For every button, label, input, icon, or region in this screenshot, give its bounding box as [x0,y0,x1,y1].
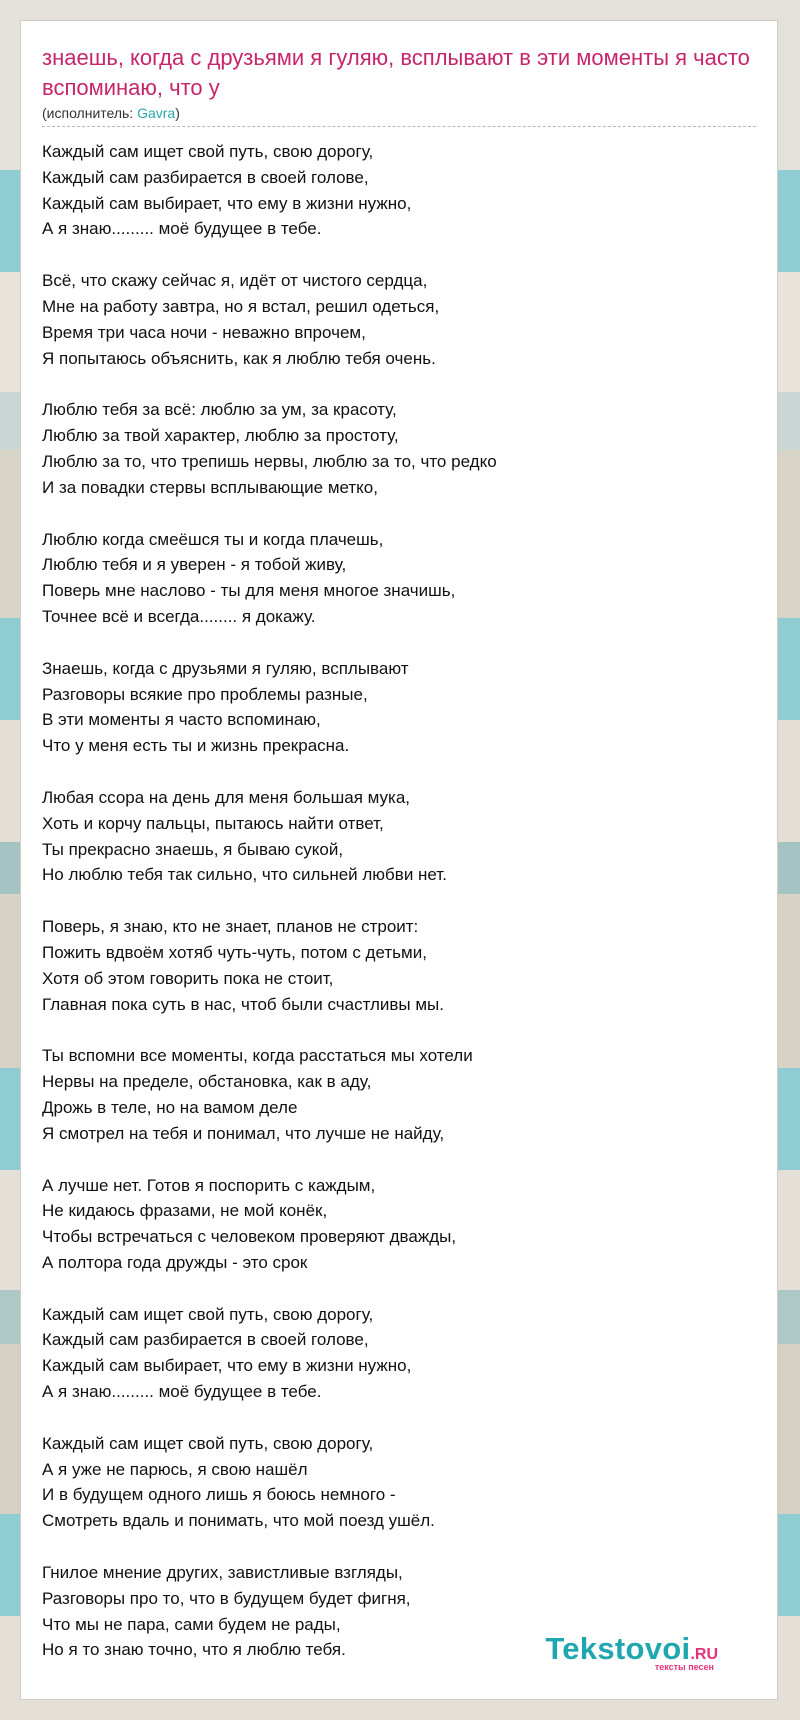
lyrics-stanza [42,1173,756,1276]
logo-wordmark: Tekstovoi [545,1631,691,1666]
lyrics-stanza [42,527,756,630]
lyrics-line: А я знаю......... моё будущее в тебе. [42,219,322,239]
lyrics-line: Я попытаюсь объяснить, как я люблю тебя очень. [42,348,436,368]
lyrics-stanza [42,1043,756,1146]
lyrics-line: Чтобы встречаться с человеком проверяют дважды, [42,1227,457,1247]
lyrics-line: Каждый сам ищет свой путь, свою дорогу, [42,1433,374,1453]
lyrics-line: Не кидаюсь фразами, не мой конёк, [42,1201,328,1221]
lyrics-line: Что мы не пара, сами будем не рады, [42,1614,341,1634]
lyrics-line: Люблю когда смеёшся ты и когда плачешь, [42,529,384,549]
lyrics-line: Люблю за то, что трепишь нервы, люблю за то, что редко [42,451,497,471]
performer-prefix: (исполнитель: [42,105,138,121]
lyrics-stanza [42,139,756,242]
lyrics-line: Я смотрел на тебя и понимал, что лучше не найду, [42,1123,445,1143]
lyrics-line: Точнее всё и всегда........ я докажу. [42,606,316,626]
lyrics-line: Каждый сам разбирается в своей голове, [42,167,369,187]
lyrics-line: Хотя об этом говорить пока не стоит, [42,968,334,988]
lyrics-stanza [42,785,756,888]
lyrics-line: Нервы на пределе, обстановка, как в аду, [42,1072,372,1092]
lyrics-line: А полтора года дружды - это срок [42,1252,308,1272]
lyrics-line: Разговоры про то, что в будущем будет фигня, [42,1588,411,1608]
performer-suffix: ) [175,105,180,121]
lyrics-line: А лучше нет. Готов я поспорить с каждым, [42,1175,376,1195]
lyrics-line: Ты прекрасно знаешь, я бываю сукой, [42,839,344,859]
lyrics-line: Пожить вдвоём хотяб чуть-чуть, потом с детьми, [42,942,427,962]
artist-link[interactable]: Gavra [137,105,176,121]
lyrics-sheet [20,20,778,1700]
song-title: знаешь, когда с друзьями я гуляю, всплывают в эти моменты я часто вспоминаю, что у [42,45,750,100]
lyrics-stanza [42,914,756,1017]
lyrics-line: Люблю тебя за всё: люблю за ум, за красоту, [42,400,397,420]
logo-tld: .RU [690,1646,718,1663]
site-logo[interactable] [545,1633,718,1672]
lyrics-stanza [42,1431,756,1534]
lyrics-line: А я знаю......... моё будущее в тебе. [42,1382,322,1402]
lyrics-line: Люблю тебя и я уверен - я тобой живу, [42,555,347,575]
lyrics-line: Каждый сам разбирается в своей голове, [42,1330,369,1350]
lyrics-line: Каждый сам выбирает, что ему в жизни нужно, [42,193,412,213]
lyrics-line: Разговоры всякие про проблемы разные, [42,684,368,704]
lyrics-line: Время три часа ночи - неважно впрочем, [42,322,366,342]
lyrics-line: Люблю за твой характер, люблю за простоту, [42,426,399,446]
lyrics-line: И в будущем одного лишь я боюсь немного - [42,1485,396,1505]
lyrics-line: Хоть и корчу пальцы, пытаюсь найти ответ, [42,813,384,833]
lyrics-line: Смотреть вдаль и понимать, что мой поезд ушёл. [42,1511,435,1531]
lyrics-body [42,139,756,1663]
lyrics-line: Но люблю тебя так сильно, что сильней любви нет. [42,865,447,885]
lyrics-stanza [42,1302,756,1405]
lyrics-line: Каждый сам ищет свой путь, свою дорогу, [42,1304,374,1324]
lyrics-line: Ты вспомни все моменты, когда расстаться мы хотели [42,1046,473,1066]
lyrics-line: Что у меня есть ты и жизнь прекрасна. [42,736,350,756]
lyrics-line: Главная пока суть в нас, чтоб были счастливы мы. [42,994,444,1014]
lyrics-line: Поверь, я знаю, кто не знает, планов не строит: [42,917,419,937]
lyrics-line: В эти моменты я часто вспоминаю, [42,710,321,730]
lyrics-line: Всё, что скажу сейчас я, идёт от чистого сердца, [42,271,428,291]
lyrics-line: Дрожь в теле, но на вамом деле [42,1097,298,1117]
lyrics-stanza [42,397,756,500]
lyrics-line: Мне на работу завтра, но я встал, решил одеться, [42,296,440,316]
lyrics-stanza [42,268,756,371]
lyrics-line: Но я то знаю точно, что я люблю тебя. [42,1640,346,1660]
performer-line [42,104,756,127]
lyrics-line: Каждый сам выбирает, что ему в жизни нужно, [42,1356,412,1376]
lyrics-line: А я уже не парюсь, я свою нашёл [42,1459,308,1479]
lyrics-stanza [42,656,756,759]
lyrics-line: Знаешь, когда с друзьями я гуляю, всплывают [42,658,409,678]
lyrics-line: И за повадки стервы всплывающие метко, [42,477,378,497]
lyrics-line: Любая ссора на день для меня большая мука, [42,787,411,807]
lyrics-line: Гнилое мнение других, завистливые взгляды, [42,1563,403,1583]
lyrics-line: Поверь мне наслово - ты для меня многое значишь, [42,581,456,601]
logo-tagline: тексты песен [654,1662,714,1672]
lyrics-line: Каждый сам ищет свой путь, свою дорогу, [42,142,374,161]
